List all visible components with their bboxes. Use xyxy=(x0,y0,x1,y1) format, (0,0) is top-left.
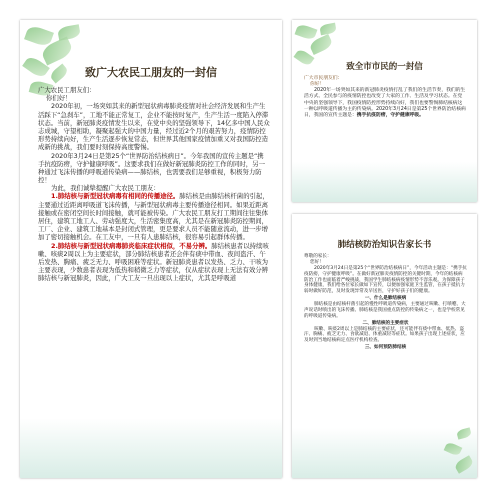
paragraph-text: 2020年一场突如其来的新冠肺炎疫情打乱了我们的生活节奏，我们的生活方式、全民参与的疫情防控也改变了大家的工作、生活及学习状态。在党中央的坚强领导下，我国疫情防控形势持续向好，我们也要警惕肺结核病这一种以呼吸道传播为主的传染病。2020年3月24日是第25个世界防治结核病日，我国的宣传主题是： xyxy=(304,88,466,118)
paragraph xyxy=(304,88,467,119)
paragraph: 为此，我们诚挚提醒广大农民工朋友： xyxy=(51,184,160,193)
paragraph: 肺结核是由结核杆菌引起的慢性呼吸道传染病，主要通过咳嗽、打喷嚏、大声说话时喷出的飞沫传播。肺结核是我国重点防控的传染病之一，也是学校常见的呼吸道传染病。 xyxy=(304,302,466,319)
section-heading: 二、肺结核的主要症状 xyxy=(362,320,409,326)
bottom-right-letter-page xyxy=(292,214,477,478)
paragraph xyxy=(38,242,270,283)
point-2-text: 肺结核患者以持续咳嗽、咳痰2周以上为主要症状，部分肺结核患者还会伴有痰中带血、夜间盗汗、午后发热、胸痛、疲乏无力、呼吸困难等症状。新冠肺炎患者以发热、乏力、干咳为主要表现，少数患者表现为低热和稍微乏力等症状，仅从症状表现上无法有效分辨肺结核与新冠肺炎，因此，广大工友一旦出现以上症状，尤其是呼吸道 xyxy=(38,241,269,283)
left-letter-body xyxy=(38,86,270,283)
top-right-letter-title: 致全市市民的一封信 xyxy=(346,62,423,72)
watercolor-wash xyxy=(20,418,282,478)
paragraph: 2020年3月24日是第25个“世界防治结核病日”，今年活动主题是：“携手抗疫防痨，守护健康呼吸”。在做好新冠肺炎疫情防控的关键时期，今年的结核病防治工作也面临着严峻挑战，我国学生肺结核病疫情形势不容乐观。为保障孩子身体健康，我们给各位家长做如下宣传，以便加强家庭卫生监管，在孩子抵抗力弱时做好防范，及时发现异常及早送医，守护好孩子们的健康。 xyxy=(304,265,467,295)
bottom-right-letter-title: 肺结核防治知识告家长书 xyxy=(337,240,432,250)
leaf-decoration xyxy=(427,408,477,478)
salutation: 广大市民朋友们： xyxy=(304,76,343,81)
paragraph: 2020年3月24日是第25个“世界防治结核病日”。今年我国的宣传主题是“携手抗疫防痨，守护健康呼吸”。这要求我们在做好新冠肺炎防控工作的同时，另一种通过飞沫传播的呼吸道传染病——肺结核，也需要我们足够重视，积极努力防控！ xyxy=(38,151,265,185)
paragraph: 咳嗽、咳痰2周以上是肺结核的主要症状，还可能伴有痰中带血、低热、盗汗、胸痛、疲乏无力、食欲减退、体重减轻等症状。如果孩子出现上述症状，应及时到当地结核病定点医疗机构检查。 xyxy=(304,326,465,344)
section-heading: 一、什么是肺结核病 xyxy=(364,296,407,302)
greeting: 您好！ xyxy=(310,259,324,265)
point-2-heading: 2.肺结核与新型冠状病毒肺炎临床症状相似，不易分辨。 xyxy=(51,241,212,250)
point-1-text: 肺结核是由肺结核杆菌的引起，主要通过近距离呼吸道飞沫传播，与新型冠状病毒主要传播途径相同。如果近距离接触或在密闭空间长时间接触，就可能被传染。广大农民工朋友打工期间往往集体居住，建筑工地工人、劳动强度大，生活密集度高，尤其是在新冠肺炎防控期间，工厂、企业、建筑工地基本是封闭式管理，更是要求人员不能随意流动，进一步增加了密切接触机会。在工友中，一旦有人患肺结核，很容易引起群体传播。 xyxy=(38,192,269,242)
top-right-letter-page xyxy=(292,20,477,202)
greeting: 你好！ xyxy=(310,82,325,88)
left-letter-page xyxy=(20,20,282,478)
paragraph: 2020年初，一场突如其来的新型冠状病毒肺炎疫情对社会经济发展和生产生活踩下“急刹车”，工地不能正常复工，企业不能按时复产，生产生活一度陷入停滞状态。当前，新冠肺炎疫情发生以来，在党中央的坚强领导下，14亿多中国人民众志成城，守望相助，凝聚起强大的中国力量，经过近2个月的艰苦努力，疫情防控形势持续向好，生产生活逐步恢复常态，但世界其他国家疫情加重又对我国防控造成新的挑战，我们要时刻保持高度警惕。 xyxy=(38,102,270,152)
paragraph xyxy=(38,192,270,241)
theme-text: 携手抗疫防痨，守护健康呼吸。 xyxy=(356,112,424,118)
bottom-right-letter-body xyxy=(304,254,467,351)
greeting: 你们好！ xyxy=(46,94,72,103)
point-1-heading: 1.肺结核与新型冠状病毒有相同的传播途径。 xyxy=(51,192,180,201)
section-heading: 三、如何预防肺结核 xyxy=(364,345,407,351)
watercolor-wash xyxy=(292,162,477,202)
left-letter-title: 致广大农民工朋友的一封信 xyxy=(85,66,217,79)
salutation: 广大农民工朋友们： xyxy=(38,86,96,94)
top-right-letter-body xyxy=(304,76,467,119)
salutation: 尊敬的家长： xyxy=(304,254,332,259)
